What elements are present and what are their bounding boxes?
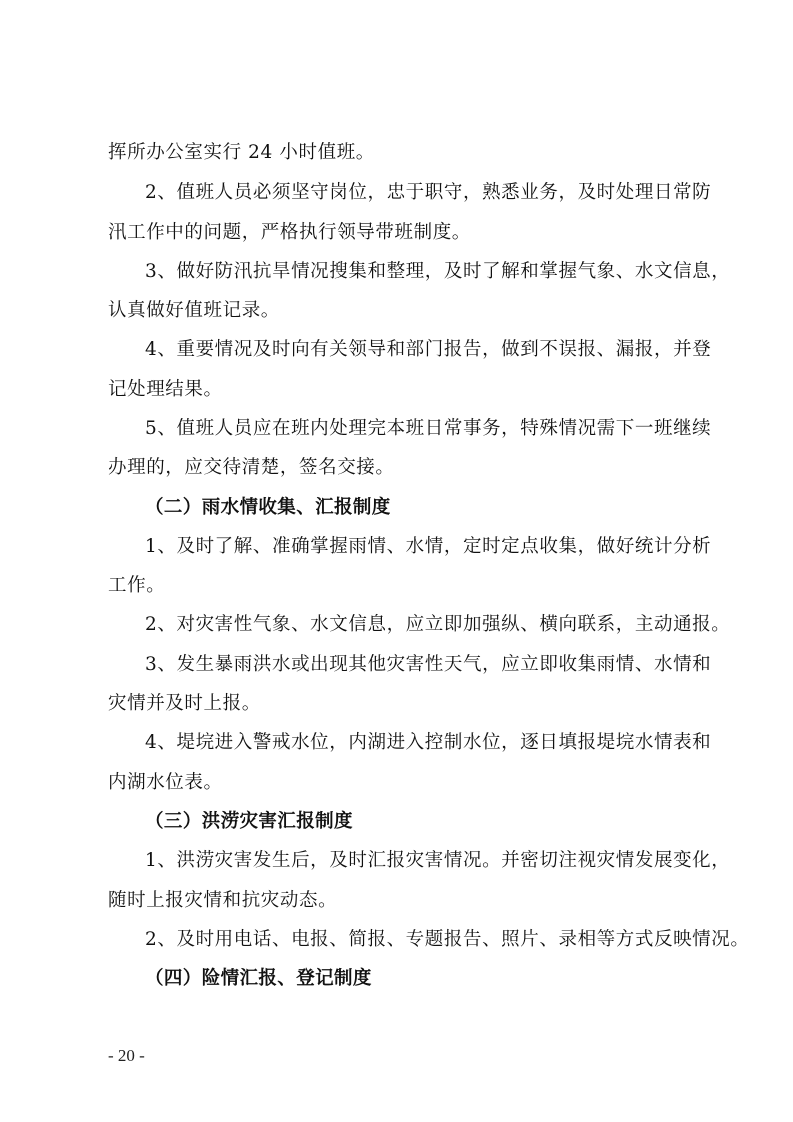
text-line: 5、值班人员应在班内处理完本班日常事务，特殊情况需下一班继续 [145, 418, 712, 439]
text-line: 1、洪涝灾害发生后，及时汇报灾害情况。并密切注视灾情发展变化， [145, 850, 731, 871]
text-line: 随时上报灾情和抗灾动态。 [108, 890, 338, 911]
section-heading: （三）洪涝灾害汇报制度 [145, 811, 353, 832]
text-line: 记处理结果。 [108, 379, 223, 400]
text-line: 3、做好防汛抗旱情况搜集和整理，及时了解和掌握气象、水文信息， [145, 261, 731, 282]
text-line: 2、对灾害性气象、水文信息，应立即加强纵、横向联系，主动通报。 [145, 614, 731, 635]
page-number: - 20 - [108, 1046, 145, 1065]
text-line: 2、值班人员必须坚守岗位，忠于职守，熟悉业务，及时处理日常防 [145, 182, 712, 203]
text-line: 灾情并及时上报。 [108, 693, 261, 714]
text-line: 4、堤垸进入警戒水位，内湖进入控制水位，逐日填报堤垸水情表和 [145, 732, 712, 753]
text-line: 汛工作中的问题，严格执行领导带班制度。 [108, 222, 471, 243]
text-line: 2、及时用电话、电报、简报、专题报告、照片、录相等方式反映情况。 [145, 929, 750, 950]
section-heading: （四）险情汇报、登记制度 [145, 968, 372, 989]
text-line: 工作。 [108, 575, 166, 596]
text-line: 挥所办公室实行 24 小时值班。 [108, 142, 375, 163]
section-heading: （二）雨水情收集、汇报制度 [145, 497, 391, 518]
text-line: 认真做好值班记录。 [108, 300, 280, 321]
text-line: 1、及时了解、准确掌握雨情、水情，定时定点收集，做好统计分析 [145, 536, 712, 557]
text-line: 内湖水位表。 [108, 772, 223, 793]
text-line: 办理的，应交待清楚，签名交接。 [108, 457, 395, 478]
text-line: 3、发生暴雨洪水或出现其他灾害性天气，应立即收集雨情、水情和 [145, 654, 712, 675]
text-line: 4、重要情况及时向有关领导和部门报告，做到不误报、漏报，并登 [145, 339, 712, 360]
